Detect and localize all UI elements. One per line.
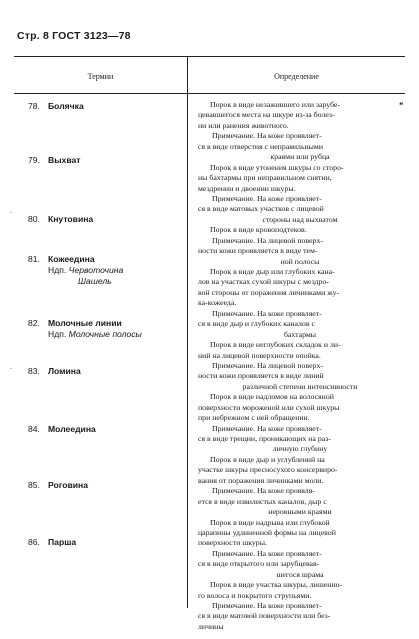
term-83: 83. Ломина: [28, 366, 81, 376]
definition-line: Порок в виде надрыва или глубокой: [210, 517, 330, 527]
definition-line: ний на лицевой поверхности опойка.: [198, 350, 321, 360]
definition-note-line: Примечание. На лицевой поверх-: [212, 235, 323, 245]
term-86: 86. Парша: [28, 537, 77, 547]
definition-line: краями или рубца: [270, 152, 330, 162]
definition-line: Порок в виде дыр или глубоких кана-: [210, 267, 335, 276]
term-82: 82. Молочные линии: [28, 318, 122, 328]
definition-line: вания от поражения личинками моли.: [198, 475, 324, 485]
definition-line: ется в виде извилистых каналов, дыр с: [198, 496, 327, 506]
definition-line: ся в виде трещин, проникающих на раз-: [198, 434, 331, 443]
column-header-definition: Определение: [274, 72, 319, 81]
definition-line: личины: [198, 621, 224, 631]
definition-note-line: Примечание. На коже проявляет-: [212, 193, 322, 203]
term-80: 80. Кнутовина: [28, 214, 94, 224]
definition-line: ся в виде отверстия с неправильными: [198, 141, 324, 151]
definition-line: ности кожи проявляется в виде линий: [198, 371, 324, 381]
definition-line: неровными краями: [268, 507, 332, 517]
definition-note-line: Примечание. На коже проявляет-: [212, 548, 322, 558]
definition-line: Порок в виде неглубоких складок и ли-: [210, 340, 341, 350]
definition-line: ся в виде матовой поверхности или без-: [198, 611, 331, 621]
definition-line: поверхности шкуры.: [198, 538, 267, 548]
term-78: 78. Болячка: [28, 101, 84, 111]
definition-line: мездрении и двоении шкуры.: [198, 183, 296, 193]
definition-line: Порок в виде утонения шкуры со сторо-: [210, 162, 344, 172]
margin-mark: ·: [10, 365, 13, 373]
definition-line: Порок в виде дыр и углублений на: [210, 454, 325, 464]
definition-line: ны бахтармы при неправильном снятии,: [198, 173, 332, 183]
definition-line: цевавшегося места на шкуре из-за болез-: [198, 110, 335, 120]
definition-line: Порок в виде кровоподтеков.: [210, 225, 307, 235]
definition-line: ности кожи проявляется в виде тем-: [198, 246, 318, 256]
corner-mark-icon: ❝: [399, 101, 404, 110]
definition-note-line: Примечание. На коже проявляет-: [212, 601, 322, 610]
definition-line: ся в виде открытого или зарубцевав-: [198, 559, 320, 569]
term-85: 85. Роговина: [28, 480, 89, 490]
definition-note-line: Примечание. На лицевой поверх-: [212, 360, 323, 370]
definition-line: поверхности мороженой или сухой шкуры: [198, 402, 340, 412]
definition-line: ной полосы: [280, 256, 320, 266]
definition-line: го волоса и покрытого струпьями.: [198, 590, 312, 600]
definition-line: ни или ранения животного.: [198, 120, 289, 130]
definition-line: ся в виде дыр и глубоких каналов с: [198, 319, 315, 329]
term-81-synonym-1: Ндп. Червоточина: [48, 265, 124, 275]
definition-line: при небрежном с ней обращении.: [198, 413, 310, 423]
column-divider: [187, 56, 188, 608]
definition-line: личную глубину: [272, 444, 328, 454]
term-82-synonym: Ндп. Молочные полосы: [48, 329, 142, 339]
definition-note-line: Примечание. На коже проявля-: [212, 486, 315, 496]
definition-line: ся в виде матовых участков с лицевой: [198, 204, 324, 214]
definitions-column: [198, 100, 402, 632]
page-header: Стр. 8 ГОСТ 3123—78: [17, 30, 131, 42]
definition-line: Порок в виде надломов на волосяной: [210, 392, 334, 402]
definition-line: царапины удлиненной формы на лицевой: [198, 527, 336, 537]
definition-line: вой стороны от поражения личинками жу-: [198, 287, 340, 297]
term-79: 79. Выхват: [28, 155, 81, 165]
margin-mark: ·: [10, 209, 13, 217]
column-header-term: Термин: [87, 72, 114, 81]
term-81-synonym-2: Шашель: [78, 276, 112, 286]
term-81: 81. Кожеедина: [28, 254, 95, 264]
definition-line: Порок в виде участка шкуры, лишенно-: [210, 580, 343, 590]
definition-line: бахтармы: [283, 329, 317, 339]
definition-note-line: Примечание. На коже проявляет-: [212, 308, 322, 318]
definition-note-line: Примечание. На коже проявляет-: [212, 423, 322, 433]
definition-line: ка-кожееда.: [198, 298, 237, 308]
definition-line: стороны над выхватом: [262, 214, 338, 224]
term-84: 84. Молеедина: [28, 424, 96, 434]
definition-line: участке шкуры пресносухого консервиро-: [198, 465, 338, 475]
definition-line: шегося шрама: [276, 569, 324, 579]
definition-note-line: Примечание. На коже проявляет-: [212, 131, 322, 141]
definition-line: лов на участках сухой шкуры с мездро-: [198, 277, 329, 287]
definition-line: Порок в виде незажившего или зарубе-: [210, 100, 340, 109]
definition-line: различной степени интенсивности: [242, 381, 358, 391]
